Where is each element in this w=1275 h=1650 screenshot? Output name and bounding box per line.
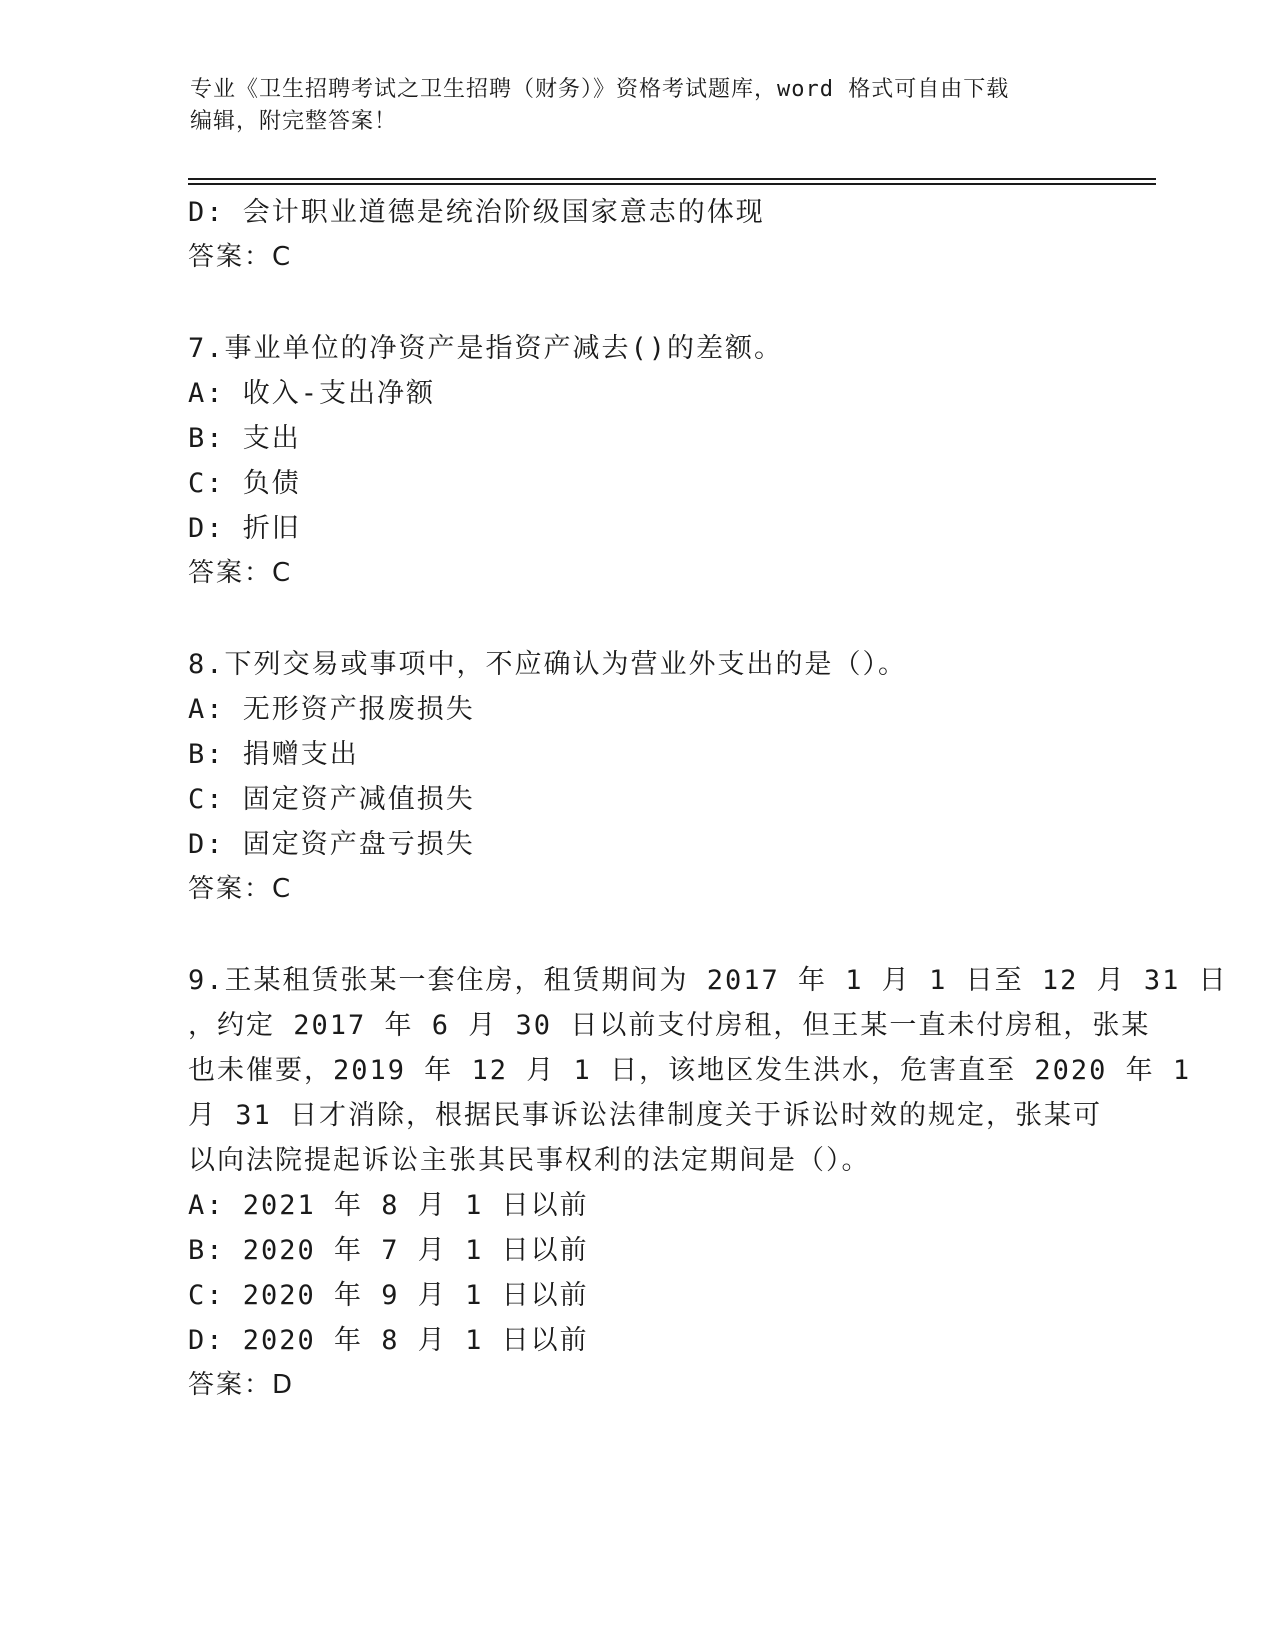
q9-stem-line-4: 月 31 日才消除，根据民事诉讼法律制度关于诉讼时效的规定，张某可	[188, 1100, 1103, 1131]
q8-option-b: B: 捐赠支出	[188, 739, 359, 770]
question-7	[188, 326, 1088, 596]
q9-stem-line-1: 9.王某租赁张某一套住房，租赁期间为 2017 年 1 月 1 日至 12 月 31 日	[188, 965, 1228, 996]
question-8	[188, 642, 1088, 912]
q7-option-c: C: 负债	[188, 468, 301, 499]
q9-option-c: C: 2020 年 9 月 1 日以前	[188, 1280, 589, 1311]
q8-option-a: A: 无形资产报废损失	[188, 694, 475, 725]
header-line-2: 编辑，附完整答案！	[190, 109, 398, 134]
q7-option-d: D: 折旧	[188, 513, 301, 544]
spacer	[188, 912, 1088, 958]
question-9	[188, 958, 1228, 1408]
q8-option-d: D: 固定资产盘亏损失	[188, 829, 475, 860]
document-header	[190, 74, 1070, 138]
q9-answer: 答案：D	[188, 1370, 295, 1400]
header-divider-bottom	[188, 183, 1156, 185]
q9-option-d: D: 2020 年 8 月 1 日以前	[188, 1325, 589, 1356]
q9-option-b: B: 2020 年 7 月 1 日以前	[188, 1235, 589, 1266]
q9-stem-line-2: ，约定 2017 年 6 月 30 日以前支付房租，但王某一直未付房租，张某	[188, 1010, 1151, 1041]
q9-stem-line-3: 也未催要，2019 年 12 月 1 日，该地区发生洪水，危害直至 2020 年 1	[188, 1055, 1192, 1086]
header-divider-top	[188, 178, 1156, 180]
q8-option-c: C: 固定资产减值损失	[188, 784, 475, 815]
question-list	[188, 190, 1228, 1408]
q7-stem: 7.事业单位的净资产是指资产减去()的差额。	[188, 333, 784, 364]
q7-option-a: A: 收入-支出净额	[188, 378, 436, 409]
spacer	[188, 280, 1088, 326]
q6-answer: 答案：C	[188, 242, 293, 272]
question-6	[188, 190, 1088, 280]
q9-stem-line-5: 以向法院提起诉讼主张其民事权利的法定期间是（）。	[188, 1145, 871, 1176]
header-line-1: 专业《卫生招聘考试之卫生招聘（财务）》资格考试题库，word 格式可自由下载	[190, 77, 1010, 102]
q8-stem: 8.下列交易或事项中，不应确认为营业外支出的是（）。	[188, 649, 908, 680]
q7-answer: 答案：C	[188, 558, 293, 588]
q7-option-b: B: 支出	[188, 423, 301, 454]
q9-option-a: A: 2021 年 8 月 1 日以前	[188, 1190, 589, 1221]
q6-option-d: D: 会计职业道德是统治阶级国家意志的体现	[188, 197, 765, 228]
spacer	[188, 596, 1088, 642]
q8-answer: 答案：C	[188, 874, 293, 904]
